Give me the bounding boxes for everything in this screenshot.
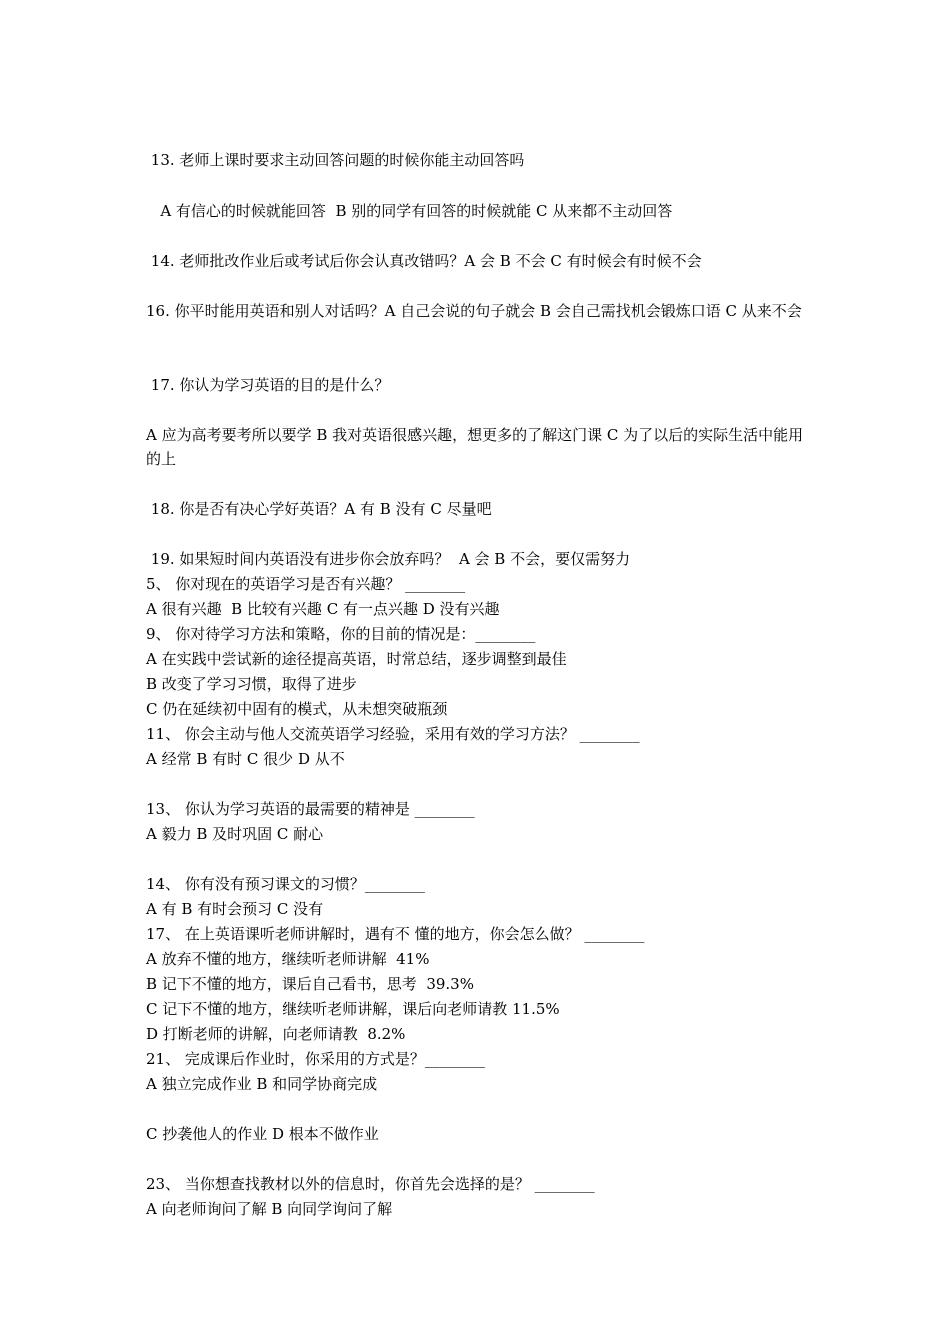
question-5-options: A 很有兴趣 B 比较有兴趣 C 有一点兴趣 D 没有兴趣 <box>146 600 500 618</box>
question-11-options: A 经常 B 有时 C 很少 D 从不 <box>146 750 345 768</box>
question-17-not-understand: 17、 在上英语课听老师讲解时，遇有不 懂的地方，你会怎么做？ ________ <box>146 925 645 943</box>
question-9-option-b: B 改变了学习习惯，取得了进步 <box>146 675 357 693</box>
question-14-preview: 14、 你有没有预习课文的习惯？________ <box>146 875 425 893</box>
question-9-option-a: A 在实践中尝试新的途径提高英语，时常总结，逐步调整到最佳 <box>146 650 567 668</box>
question-13-teacher-answer: 13. 老师上课时要求主动回答问题的时候你能主动回答吗 <box>146 151 525 169</box>
question-17-option-d: D 打断老师的讲解，向老师请教 8.2% <box>146 1025 406 1043</box>
question-17-options: A 应为高考要考所以要学 B 我对英语很感兴趣，想更多的了解这门课 C 为了以后的实际生活中能用的上 <box>146 426 804 468</box>
question-17-option-c: C 记下不懂的地方，继续听老师讲解，课后向老师请教 11.5% <box>146 1000 560 1018</box>
question-23-info-search: 23、 当你想查找教材以外的信息时，你首先会选择的是？ ________ <box>146 1175 595 1193</box>
question-21-options-cd: C 抄袭他人的作业 D 根本不做作业 <box>146 1125 379 1143</box>
question-19-give-up: 19. 如果短时间内英语没有进步你会放弃吗？ A 会 B 不会，要仅需努力 <box>146 550 631 568</box>
question-14-preview-options: A 有 B 有时会预习 C 没有 <box>146 900 324 918</box>
question-17-option-a: A 放弃不懂的地方，继续听老师讲解 41% <box>146 950 430 968</box>
question-21-homework: 21、 完成课后作业时，你采用的方式是？________ <box>146 1050 485 1068</box>
question-23-options: A 向老师询问了解 B 向同学询问了解 <box>146 1200 393 1218</box>
question-13-options: A 有信心的时候就能回答 B 别的同学有回答的时候就能 C 从来都不主动回答 <box>146 202 673 220</box>
question-13-spirit-options: A 毅力 B 及时巩固 C 耐心 <box>146 825 324 843</box>
question-13-spirit: 13、 你认为学习英语的最需要的精神是 ________ <box>146 800 475 818</box>
question-14-correct-errors: 14. 老师批改作业后或考试后你会认真改错吗？A 会 B 不会 C 有时候会有时候不会 <box>146 252 702 270</box>
question-9-methods: 9、 你对待学习方法和策略，你的目前的情况是：________ <box>146 625 536 643</box>
question-9-option-c: C 仍在延续初中固有的模式，从未想突破瓶颈 <box>146 700 448 718</box>
question-16-speak-english: 16. 你平时能用英语和别人对话吗？A 自己会说的句子就会 B 会自己需找机会锻炼口语 C 从来不会 <box>146 302 802 320</box>
question-18-determination: 18. 你是否有决心学好英语？A 有 B 没有 C 尽量吧 <box>146 500 492 518</box>
question-5-interest: 5、 你对现在的英语学习是否有兴趣？ ________ <box>146 575 466 593</box>
question-21-options-ab: A 独立完成作业 B 和同学协商完成 <box>146 1075 378 1093</box>
question-17-option-b: B 记下不懂的地方，课后自己看书，思考 39.3% <box>146 975 474 993</box>
question-17-purpose: 17. 你认为学习英语的目的是什么？ <box>146 376 390 394</box>
question-11-exchange: 11、 你会主动与他人交流英语学习经验，采用有效的学习方法？ ________ <box>146 725 640 743</box>
